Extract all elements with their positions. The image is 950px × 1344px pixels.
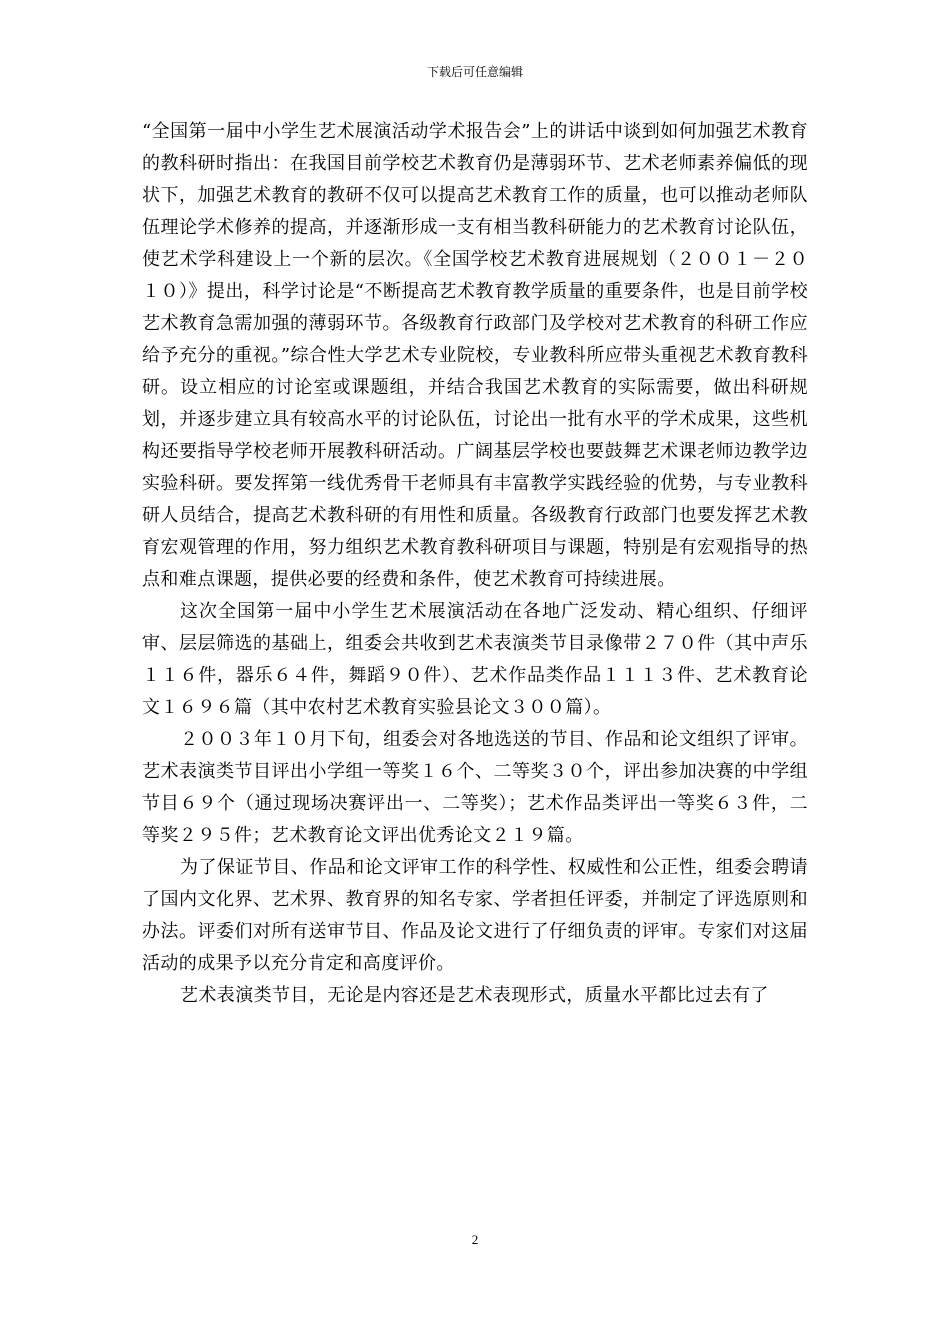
document-body: [142, 116, 808, 1012]
page-number: 2: [471, 1232, 479, 1247]
paragraph-4: 为了保证节目、作品和论文评审工作的科学性、权威性和公正性，组委会聘请了国内文化界、艺术界、教育界的知名专家、学者担任评委，并制定了评选原则和办法。评委们对所有送审节目、作品及论文进行了仔细负责的评审。专家们对这届活动的成果予以充分肯定和高度评价。: [142, 857, 808, 974]
paragraph-3: ２００３年１０月下旬，组委会对各地选送的节目、作品和论文组织了评审。艺术表演类节目评出小学组一等奖１６个、二等奖３０个，评出参加决赛的中学组节目６９个（通过现场决赛评出一、二等奖）；艺术作品类评出一等奖６３件，二等奖２９５件；艺术教育论文评出优秀论文２１９篇。: [142, 729, 808, 846]
paragraph-5: 艺术表演类节目，无论是内容还是艺术表现形式，质量水平都比过去有了: [180, 985, 769, 1006]
paragraph-1: “全国第一届中小学生艺术展演活动学术报告会”上的讲话中谈到如何加强艺术教育的教科研时指出：在我国目前学校艺术教育仍是薄弱环节、艺术老师素养偏低的现状下，加强艺术教育的教研不仅可以提高艺术教育工作的质量，也可以推动老师队伍理论学术修养的提高，并逐渐形成一支有相当教科研能力的艺术教育讨论队伍，使艺术学科建设上一个新的层次。《全国学校艺术教育进展规划（２００１－２０１０）》提出，科学讨论是“不断提高艺术教育教学质量的重要条件，也是目前学校艺术教育急需加强的薄弱环节。各级教育行政部门及学校对艺术教育的科研工作应给予充分的重视。”综合性大学艺术专业院校，专业教科所应带头重视艺术教育教科研。设立相应的讨论室或课题组，并结合我国艺术教育的实际需要，做出科研规划，并逐步建立具有较高水平的讨论队伍，讨论出一批有水平的学术成果，这些机构还要指导学校老师开展教科研活动。广阔基层学校也要鼓舞艺术课老师边教学边实验科研。要发挥第一线优秀骨干老师具有丰富教学实践经验的优势，与专业教科研人员结合，提高艺术教科研的有用性和质量。各级教育行政部门也要发挥艺术教育宏观管理的作用，努力组织艺术教育教科研项目与课题，特别是有宏观指导的热点和难点课题，提供必要的经费和条件，使艺术教育可持续进展。: [142, 121, 808, 590]
paragraph-2: 这次全国第一届中小学生艺术展演活动在各地广泛发动、精心组织、仔细评审、层层筛选的基础上，组委会共收到艺术表演类节目录像带２７０件（其中声乐１１６件，器乐６４件，舞蹈９０件）、艺术作品类作品１１１３件、艺术教育论文１６９６篇（其中农村艺术教育实验县论文３００篇）。: [142, 601, 808, 718]
page-header: 下载后可任意编辑: [426, 65, 523, 79]
